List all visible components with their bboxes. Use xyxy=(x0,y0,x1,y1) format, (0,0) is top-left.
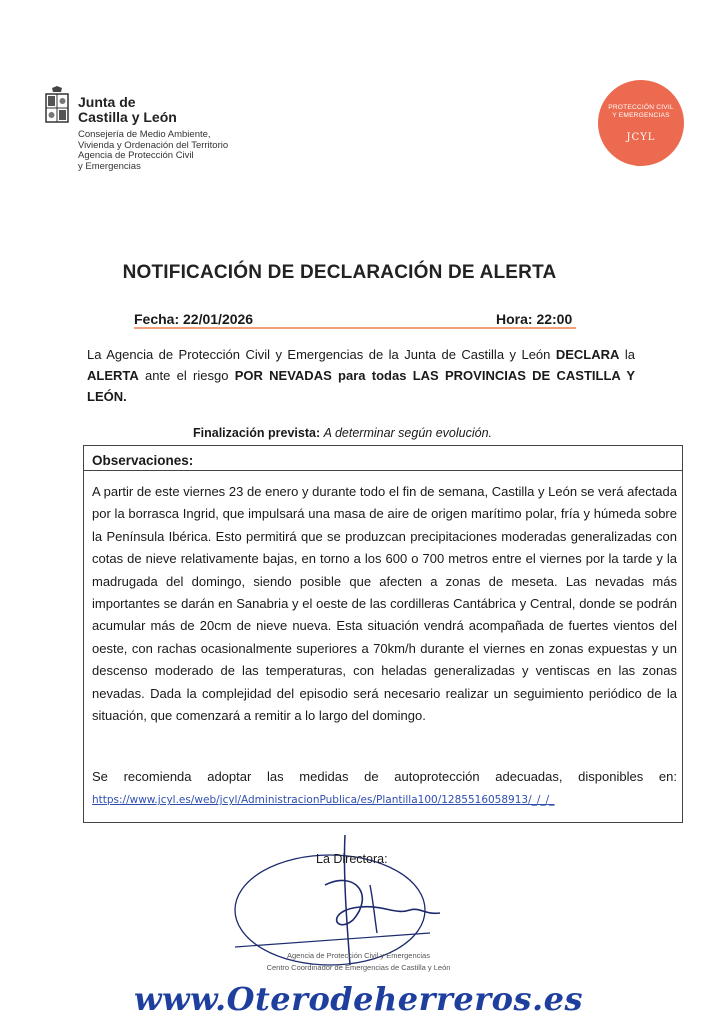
intro-declara: DECLARA xyxy=(555,347,620,362)
badge-line3: JCYL xyxy=(626,132,656,143)
coat-of-arms-icon xyxy=(44,86,70,126)
badge-line1: PROTECCIÓN CIVIL xyxy=(608,104,674,111)
intro-text: La Agencia de Protección Civil y Emergencias de la Junta de Castilla y León xyxy=(87,347,556,362)
observations-recommendation xyxy=(92,766,677,812)
dept-line1: Consejería de Medio Ambiente, xyxy=(78,129,211,140)
observations-paragraph: A partir de este viernes 23 de enero y durante todo el fin de semana, Castilla y León se verá afectada por la borrasca Ingrid, que impulsará una masa de aire de origen marítimo polar, fría y húmeda sobre la Península Ibérica. Esto permitirá que se produzcan precipitaciones moderadas generalizadas con cotas de nieve relativamente bajas, en torno a los 600 o 700 metros entre el viernes por la tarde y la madrugada del domingo, siendo posible que afecten a zonas de meseta. Las nevadas más importantes se darán en Sanabria y el oeste de las cordilleras Cantábrica y Central, donde se podrán acumular más de 20cm de nieve nueva. Esta situación vendrá acompañada de fuertes vientos del oeste, con rachas ocasionalmente superiores a 70km/h durante el viernes en zonas expuestas y un descenso moderado de las temperaturas, con heladas generalizadas y ventiscas en las zonas nevadas. Dada la complejidad del episodio será necesario realizar un seguimiento periódico de la situación, que comenzará a remitir a lo largo del domingo. xyxy=(92,484,677,724)
stamp-line1: Agencia de Protección Civil y Emergencias xyxy=(287,951,430,960)
document-title: NOTIFICACIÓN DE DECLARACIÓN DE ALERTA xyxy=(122,262,557,283)
recommendation-text: Se recomienda adoptar las medidas de autoprotección adecuadas, disponibles en: xyxy=(92,769,677,784)
observations-text xyxy=(92,481,677,727)
intro-alerta: ALERTA xyxy=(87,368,139,383)
final-label: Finalización prevista: xyxy=(193,426,321,440)
badge-line2: Y EMERGENCIAS xyxy=(612,112,670,119)
agency-line2: y Emergencias xyxy=(78,160,141,172)
dept-line2: Vivienda y Ordenación del Territorio xyxy=(78,139,229,151)
org-name-line1: Junta de xyxy=(78,94,136,110)
date-underline xyxy=(134,327,576,329)
date: Fecha: 22/01/2026 xyxy=(134,311,254,327)
org-name xyxy=(78,95,177,125)
proteccion-civil-badge xyxy=(598,80,684,166)
intro-text-3: ante el riesgo xyxy=(138,368,235,383)
autoproteccion-link[interactable]: https://www.jcyl.es/web/jcyl/AdministracionPublica/es/Plantilla100/1285516058913/_/_/_ xyxy=(92,794,555,807)
final-value: A determinar según evolución. xyxy=(323,426,492,440)
intro-riesgo: POR NEVADAS para todas LAS PROVINCIAS DE CASTILLA Y LEÓN. xyxy=(87,368,635,404)
watermark: www.Oterodeherreros.es xyxy=(134,980,583,1018)
signature-label: La Directora: xyxy=(316,852,388,866)
org-name-line2: Castilla y León xyxy=(78,109,177,125)
org-department xyxy=(78,130,228,172)
agency-line1: Agencia de Protección Civil xyxy=(78,150,194,161)
stamp-line2: Centro Coordinador de Emergencias de Castilla y León xyxy=(266,963,451,972)
intro-text-2: la xyxy=(619,347,635,362)
time: Hora: 22:00 xyxy=(496,311,573,327)
intro-paragraph xyxy=(87,344,635,407)
observations-title: Observaciones: xyxy=(92,453,194,468)
finalizacion-prevista xyxy=(193,426,492,440)
